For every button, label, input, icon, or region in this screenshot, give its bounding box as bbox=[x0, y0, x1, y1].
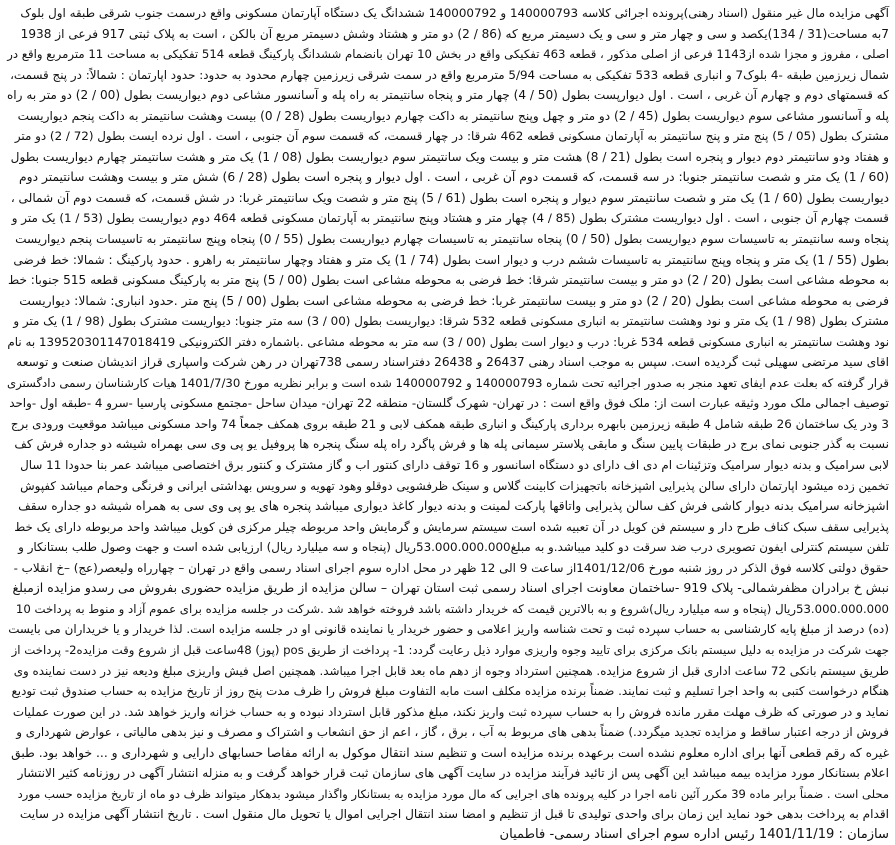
notice-line: تلفن سیستم کنترلی ایفون تصویری درب ضد سرقت دو کلید میباشد.و به مبلغ53.000.000.000ریال (پنجاه و سه میلیارد ریال) ارزیابی شده است و جهت وصول طلب بستانکار و bbox=[18, 540, 889, 555]
notice-line: آگهی مزایده مال غیر منقول (اسناد رهنی)پرونده اجرائی کلاسه 140000793 و 140000792 ششدانگ یک دستگاه آپارتمان مسکونی واقع درسمت جنوب شرقی طبقه اول بلوک bbox=[20, 6, 889, 20]
notice-line: به محوطه مشاعی است بطول (20 / 2) دو متر و بیست سانتیمتر شرقا: خط فرضی به محوطه مشاعی است بطول (00 / 5) پنج متر به پارکینگ مسکونی قطعه 515 جنوبا: خط bbox=[7, 273, 889, 288]
notice-line: جهت شرکت در مزایده به دلیل سیستم بانک مرکزی برای تایید وجوه واریزی موارد ذیل رعایت گردد: 1- پرداخت از طریق pos (پوز) 48ساعت قبل از شروع وقت مزایده2- پرداخت از bbox=[11, 642, 889, 657]
notice-line: فرضی به محوطه مشاعی است بطول (20 / 2) دو متر و بیست سانتیمتر غربا: خط فرضی به محوطه مشاعی است بطول (00 / 5) پنج متر .حدود انباری: شمالا: دیواریست bbox=[19, 293, 889, 308]
notice-line: نبش خ برادران مظفرشمالی- پلاک 919 -ساختمان معاونت اجرای اسناد رسمی ثبت استان تهران – سالن مزایده از طریق مزایده حضوری بفروش می رسدو مزایده ازمبلغ bbox=[12, 580, 889, 596]
notice-line: اقای سید مرتضی سهیلی ثبت گردیده است. سپس به موجب اسناد رهنی 26437 و 26438 دفتراسناد رسمی 738تهران در رهن شرکت واسپاری قراز اندیشان صنعت و توسعه bbox=[16, 355, 889, 370]
notice-line: سازمان : 1401/11/19 رئیس اداره سوم اجرای اسناد رسمی- فاطمیان bbox=[499, 826, 889, 842]
notice-line: 7به مساحت(31 / 134)یکصد و سی و چهار متر و سی و یک دسیمتر مربع که (86 / 2) دو متر و هشتاد وشش دسیمتر مربع آن بالکن ، است به پلاک ثبتی 917 فرعی از 1938 bbox=[20, 26, 889, 41]
notice-line: توصیف اجمالی ملک مورد وثیقه عبارت است از: ملک فوق واقع است : در تهران- شهرک گلستان- منطقه 22 تهران- میدان ساحل -مجتمع مسکونی پارسیا -سرو 4 -طبقه اول -واحد bbox=[9, 396, 889, 411]
notice-line: لابی سرامیک و بدنه دیوار سرامیک وتزئینات ام دی اف دارای دو دستگاه اسانسور و 16 توقف دارای کنتور اب و گاز مشترک و کنتور برق اختصاصی میباشد عمر بنا حدودا 11 سال bbox=[20, 458, 889, 473]
notice-line: بطول (55 / 1) یک متر و پنجاه وپنج سانتیمتر به تاسیسات ششم درب و دیوار است بطول (74 / 1) یک متر و هفتاد وچهار سانتیمتر به راهرو . حدود پارکینگ : شمالا: خط فرضی bbox=[13, 252, 889, 267]
notice-line: حقوق دولتی کلاسه فوق الذکر در روز شنبه مورخ 1401/12/06از ساعت 9 الی 12 ظهر در محل اداره سوم اجرای اسناد رسمی واقع در تهران – چهارراه ولیعصر(عج) –خ انقلاب - bbox=[13, 560, 889, 575]
notice-line: اشپزخانه سرامیک بدنه دیوار کاشی فرش کف سالن پذیرایی واتاقها پارکت لمینت و بدنه دیوار کاغذ دیواری میباشد پنجره های یو پی وی سی به همراه شیشه دو جداره سقف bbox=[18, 499, 889, 514]
notice-line: دیواریست بطول (60 / 1) یک متر و شصت سانتیمتر سوم دیوار و پنجره است بطول (61 / 5) پنج متر و شصت ویک سانتیمتر غربا: در شش قسمت، که قسمت دوم آن شمالی ، bbox=[10, 190, 889, 205]
notice-line: تخمین زده میشود اپارتمان دارای سالن پذیرایی اشپزخانه باتجهیزات کابینت گلاس و سینک ظرفشویی دوقلو وهود تهویه و سرویس بهداشتی ایرانی و فرنگی وحمام میباشد کفپوش bbox=[20, 478, 889, 493]
notice-line: (ده) درصد از مبلغ پایه کارشناسی به حساب سپرده ثبت و تحت شناسه واریز اعلامی و حضور خریدار یا نماینده قانونی او در جلسه مزایده است. لذا خریدار و یا خریداران می بایست bbox=[8, 622, 889, 637]
notice-line: اقدام به پرداخت بدهی خود نماید این زمان برای واحدی تولیدی تا قبل از تنظیم و امضا سند انتقال اجرایی اموال یا تحویل مال منقول است . تاریخ انتشار آگهی مزایده در سایت bbox=[19, 807, 889, 822]
notice-line: نماید و در صورتی که ظرف مهلت مقرر مانده فروش را به حساب سپرده ثبت واریز نکند، مبلغ مذکور قابل استرداد نبوده و به حساب خزانه واریز خواهد شد. در این صورت عملیات bbox=[12, 704, 889, 719]
notice-line: 3 ودر یک ساختمان 26 طبقه شامل 4 طبقه زیرزمین بابهره برداری پارکینگ و انباری طبقه همکف لابی و 21 طبقه بروی همکف جمعاً 74 واحد مسکونی میباشد موقعیت ورودی برج bbox=[10, 416, 889, 431]
notice-line: قرار گرفته که بعلت عدم ایفای تعهد منجر به صدور اجرائیه تحت شماره 140000793 و 140000792 شده است و برابر نظریه مورخ 1401/7/30 هیات کارشناسان رسمی دادگستری bbox=[6, 375, 889, 390]
notice-line: قسمت چهارم آن جنوبی ، است . اول دیواریست مشترک بطول (85 / 4) چهار متر و هشتاد وپنج سانتیمتر به آپارتمان مسکونی قطعه 464 دوم دیواریست بطول (53 / 1) یک متر و bbox=[11, 211, 889, 226]
notice-line: و هفتاد ودو سانتیمتر دوم دیوار و پنجره است بطول (21 / 8) هشت متر و بیست ویک سانتیمتر سوم دیواریست بطول (08 / 1) یک متر و هشت سانتیمتر چهارم دیواریست بطول bbox=[10, 149, 889, 164]
notice-line: که قسمتهای دوم و چهارم آن غربی ، است . اول دیوارپست بطول (50 / 4) چهار متر و پنجاه سانتیمتر به راه پله و آسانسور مشاعی دوم دیواریست بطول (00 / 2) دو متر به راه bbox=[6, 88, 889, 103]
notice-line: اصلی ، مفروز و مجزا شده از1143 فرعی از اصلی مذکور ، قطعه 463 تفکیکی واقع در بخش 10 تهران بانضمام ششدانگ پارکینگ قطعه 514 تفکیکی به مساحت 11 مترمربع واقع در bbox=[7, 47, 889, 62]
notice-line: غیره که رقم قطعی آنها برای اداره معلوم نشده است برعهده برنده مزایده است و تنظیم سند انتقال موکول به ارائه مفاصا حسابهای دارایی و شهرداری و ... خواهد بود. طبق bbox=[11, 745, 889, 760]
notice-line: محلی است . ضمناً برابر ماده 39 مکرر آئین نامه اجرا در کلیه پرونده های اجرایی که مال مورد مزایده به بستانکار واگذار میشود بدهکار میتواند ظرف دو ماه از تاریخ مزایده حسب مورد bbox=[17, 786, 889, 801]
notice-line: مشترک بطول (98 / 1) یک متر و نود وهشت سانتیمتر به انباری مسکونی قطعه 532 شرقا: دیواریست بطول (00 / 3) سه متر جنوبا: دیواریست مشترک بطول (98 / 1) یک متر و bbox=[13, 314, 889, 329]
notice-line: نود وهشت سانتیمتر به انباری مسکونی قطعه 534 غربا: درب و دیوار است بطول (00 / 3) سه متر به محوطه مشاعی .باشماره دفتر الکترونیکی 13952030114701841​9 به نام bbox=[7, 334, 889, 349]
notice-line: فروش از درجه اعتبار ساقط و مزایده تجدید میگردد.) ضمناً بدهی های مربوط به آب ، برق ، گاز ، اعم از حق انشعاب و اشتراک و مصرف و نیز بدهی مالیاتی ، عوارض شهرداری و bbox=[16, 725, 889, 740]
notice-line: 53.000.000.000ریال (پنجاه و سه میلیارد ریال)شروع و به بالاترین قیمت که خریدار داشته باشد فروخته خواهد شد .شرکت در جلسه مزایده برای عموم آزاد و منوط به پرداخت 10 bbox=[15, 601, 889, 616]
notice-line: پنجاه وسه سانتیمتر به تاسیسات سوم دیواریست بطول (50 / 0) پنجاه سانتیمتر به تاسیسات چهارم دیواریست بطول (55 / 0) پنجاه وپنج سانتیمتر به تاسیسات پنجم دیواریست bbox=[15, 232, 889, 247]
notice-line: نسبت به گذر جنوبی نمای برج در طبقات پایین سنگ و مابقی پلاستر سیمانی پله ها و فرش پاگرد راه پله سنگ پنجره ها پروفیل یو پی وی سی بهمراه شیشه دو جداره فرش کف bbox=[14, 437, 889, 452]
notice-line: (60 / 1) یک متر و شصت سانتیمتر جنوبا: در سه قسمت، که قسمت دوم آن غربی ، است . اول دیوار و پنجره است بطول (28 / 6) شش متر و بیست وهشت سانتیمتر دوم bbox=[19, 170, 889, 185]
notice-line: طریق سیستم بانکی 72 ساعت اداری قبل از شروع مزایده. همچنین استرداد وجوه از دهم ماه بعد قابل اجرا میباشد. همچنین اصل فیش واریزی مبلغ ودیعه نیز در دست نماینده وی bbox=[13, 663, 889, 678]
notice-line: پله و آسانسور مشاعی سوم دیواریست بطول (45 / 2) دو متر و چهل وپنج سانتیمتر به داکت چهارم دیواریست بطول (28 / 0) بیست وهشت سانتیمتر به داکت پنجم دیواریست bbox=[17, 108, 889, 123]
notice-line: پذیرایی سقف سبک کناف طرح دار و سیستم فن کویل در آن تعبیه شده است سیستم سرمایش و گرمایش واحد مربوطه چیلر مرکزی فن کویل میباشد واحد مربوطه دارای یک خط bbox=[14, 519, 889, 534]
notice-line: هنگام درخواست کتبی به واحد اجرا تسلیم و ثبت نمایند. ضمناً برنده مزایده مکلف است مابه التفاوت مبلغ فروش را ظرف مدت پنج روز از تاریخ مزایده به حساب صندوق ثبت تودیع bbox=[11, 684, 889, 699]
notice-line: اعلام بستانکار مورد مزایده بیمه میباشد این آگهی پس از تائید فرآیند مزایده در سایت آگهی های سازمان ثبت قرار خواهد گرفت و به منزله انتشار آگهی در روزنامه کثیر الانتشار bbox=[17, 766, 889, 781]
notice-line: مشترک بطول (05 / 5) پنج متر و پنج سانتیمتر به آپارتمان مسکونی قطعه 462 شرقا: در چهار قسمت، که قسمت سوم آن جنوبی ، است . اول نرده ایست بطول (72 / 2) دو متر bbox=[14, 129, 889, 144]
notice-line: شمال زیرزمین طبقه -4 بلوک7 و انباری قطعه 533 تفکیکی به مساحت 5/94 مترمربع واقع در سمت شرقی زیرزمین چهارم محدود به حدود: حدود اپارتمان : شمالاً: در پنج قسمت، bbox=[10, 67, 889, 82]
